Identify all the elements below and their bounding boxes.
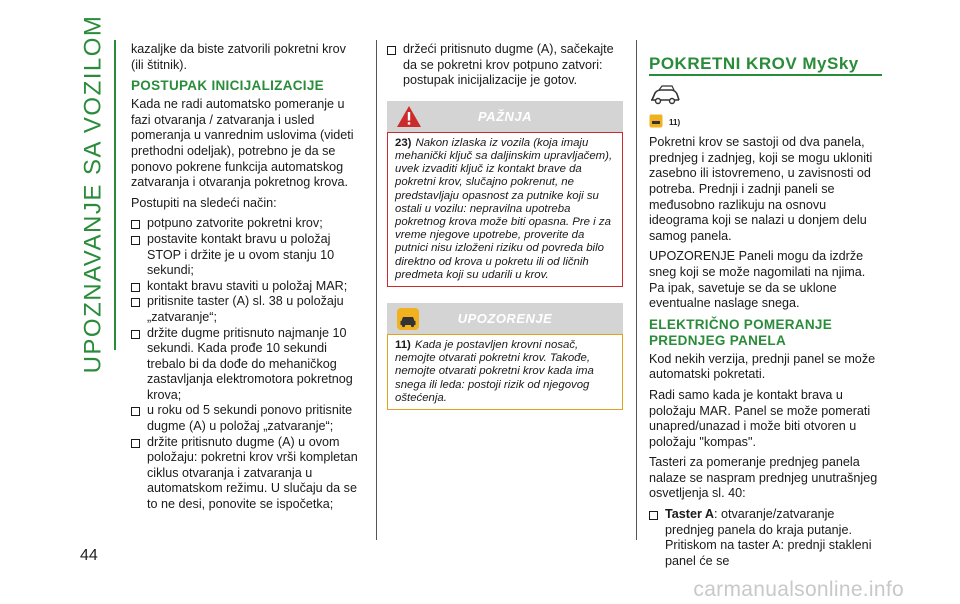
note-number: 11)	[395, 339, 411, 352]
list-item: pritisnite taster (A) sl. 38 u položaju „zatvaranje“;	[131, 294, 359, 325]
checkbox-bullet-icon	[387, 46, 396, 55]
column-3	[649, 42, 884, 569]
list-item: držeći pritisnuto dugme (A), sačekajte da se pokretni krov potpuno zatvori: postupak inicijalizacije je gotov.	[387, 42, 623, 89]
list-item: potpuno zatvorite pokretni krov;	[131, 216, 359, 232]
note-box	[387, 334, 623, 410]
section-heading: ELEKTRIČNO POMERANJE PREDNJEG PANELA	[649, 316, 833, 348]
column-2	[387, 42, 623, 410]
list-item: držite pritisnuto dugme (A) u ovom položaju: pokretni krov vrši kompletan ciklus otvaranja i zatvaranja u automatskom režimu. U slučaju da se to ne desi, ponovite se ispočetka;	[131, 435, 359, 513]
checkbox-bullet-icon	[131, 298, 140, 307]
warning-header	[387, 101, 623, 132]
reference-number: 11)	[669, 118, 681, 128]
paragraph: Postupiti na sledeći način:	[131, 195, 277, 210]
note-text: Kada je postavljen krovni nosač, nemojte otvarati pokretni krov. Takođe, nemojte otvarati pokretni krov kada ima snega ili leda: postoji rizik od njegovog oštećenja.	[395, 339, 594, 404]
watermark: carmanualsonline.info	[693, 578, 904, 601]
column-divider	[636, 40, 637, 540]
title-rule	[649, 74, 882, 76]
list-item: u roku od 5 sekundi ponovo pritisnite dugme (A) u položaj „zatvaranje“;	[131, 403, 359, 434]
checkbox-bullet-icon	[131, 330, 140, 339]
checkbox-bullet-icon	[131, 236, 140, 245]
column-divider	[376, 40, 377, 540]
sunroof-car-icon	[649, 84, 884, 106]
checkbox-bullet-icon	[131, 283, 140, 292]
warning-number: 23)	[395, 136, 412, 149]
caution-icon	[649, 114, 663, 133]
warning-box	[387, 132, 623, 287]
paragraph: Radi samo kada je kontakt brava u položaju MAR. Panel se može pomerati unapred/unazad i može biti otvoren u položaju "kompas".	[649, 387, 871, 449]
bullet-label: Taster A	[665, 507, 714, 522]
list-item: postavite kontakt bravu u položaj STOP i držite je u ovom stanju 10 sekundi;	[131, 232, 359, 279]
page-number: 44	[80, 547, 98, 564]
list-item: kontakt bravu staviti u položaj MAR;	[131, 279, 359, 295]
checkbox-bullet-icon	[131, 220, 140, 229]
chapter-rule	[114, 40, 116, 350]
section-title: POKRETNI KROV MySky	[649, 54, 859, 73]
warning-text: Nakon izlaska iz vozila (koja imaju mehanički ključ sa daljinskim upravljačem), uvek izvaditi ključ iz kontakt brave da pokretni krov, slučajno pokrenut, ne predstavljaju opasnost za putnike koji su ostali u vozilu: nepravilna upotreba pokretnog krova može biti opasna. Pre i za vreme njegove upotrebe, proverite da putnici nisu izloženi riziku od povreda bilo direktno od krova u pokretu ili od ličnih predmeta koji su udarili u krov.	[395, 136, 613, 281]
paragraph: UPOZORENJE Paneli mogu da izdrže sneg koji se može nagomilati na njima. Pa ipak, savetuje se da se uklone eventualne naslage snega.	[649, 249, 866, 311]
chapter-title-text: UPOZNAVANJE SA VOZILOM	[79, 14, 106, 374]
note-header	[387, 303, 623, 334]
warning-title: PAŽNJA	[477, 108, 533, 124]
note-title: UPOZORENJE	[457, 311, 553, 327]
bullet-text: : otvaranje/zatvaranje prednjeg panela do kraja putanje. Pritiskom na taster A: prednji stakleni panel će se	[665, 507, 872, 568]
checkbox-bullet-icon	[131, 439, 140, 448]
list-item	[649, 507, 884, 569]
intro-text: kazaljke da biste zatvorili pokretni krov (ili štitnik).	[131, 42, 346, 72]
paragraph: Pokretni krov se sastoji od dva panela, prednjeg i zadnjeg, koji se mogu ukloniti zasebno ili istovremeno, u zavisnosti od potreba. Prednji i zadnji paneli se međusobno razlikuju na osnovu ideograma koji se nalazi u donjem delu samog panela.	[649, 135, 873, 243]
paragraph: Kod nekih verzija, prednji panel se može automatski pokretati.	[649, 351, 876, 382]
list-item: držite dugme pritisnuto najmanje 10 sekundi. Kada prođe 10 sekundi trebalo bi da dođe do mehaničkog zastavljanja elektromotora pokretnog krova;	[131, 326, 359, 404]
paragraph: Tasteri za pomeranje prednjeg panela nalaze se naspram prednjeg unutrašnjeg osvetljenja sl. 40:	[649, 455, 878, 501]
checkbox-bullet-icon	[131, 407, 140, 416]
section-heading: POSTUPAK INICIJALIZACIJE	[131, 78, 324, 94]
paragraph: Kada ne radi automatsko pomeranje u fazi otvaranja / zatvaranja i usled pomeranja u vanrednim uslovima (videti prethodni odeljak), potrebno je da se ponovo pokrene funkcija automatskog zatvaranja i otvaranja pokretnog krova.	[131, 97, 354, 190]
note-reference	[649, 114, 884, 133]
checkbox-bullet-icon	[649, 511, 658, 520]
chapter-side-title	[76, 14, 110, 374]
column-1	[131, 42, 359, 513]
